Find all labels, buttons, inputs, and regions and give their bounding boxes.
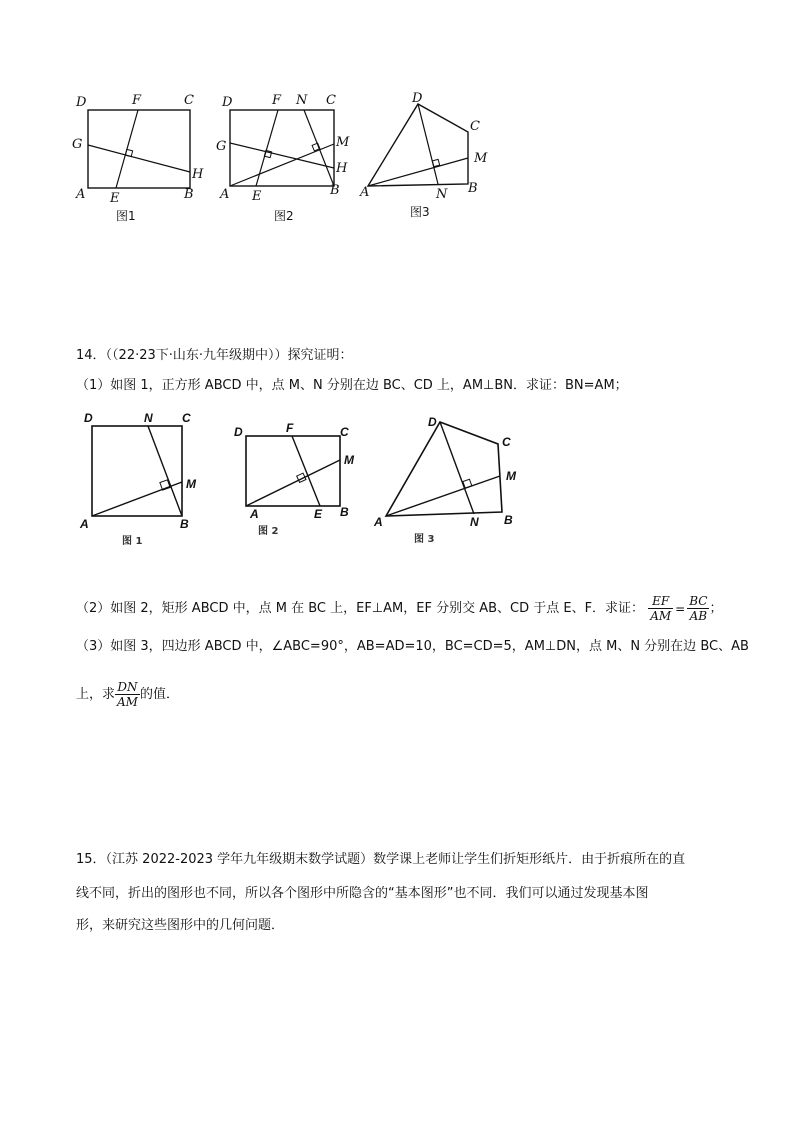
q14-part2 (76, 594, 722, 623)
label-m: M (474, 151, 488, 166)
label-m: M (336, 135, 350, 150)
label-m: M (186, 477, 196, 491)
q14-number: 14． (76, 348, 106, 363)
label-g: G (72, 137, 83, 152)
label-c: C (470, 119, 480, 134)
caption: 图2 (274, 209, 294, 223)
q15-line1 (76, 850, 685, 870)
label-g: G (216, 139, 227, 154)
label-a: A (374, 515, 383, 529)
caption: 图1 (116, 209, 136, 223)
q14-header (76, 346, 353, 366)
label-n: N (470, 515, 479, 529)
label-b: B (180, 517, 189, 531)
label-a: A (80, 517, 89, 531)
label-f: F (132, 93, 142, 108)
q14-part3-line2 (76, 680, 179, 709)
label-b: B (184, 187, 194, 202)
label-f: F (272, 93, 282, 108)
label-d: D (76, 95, 87, 110)
q14-part3-pre: 上，求 (76, 687, 116, 702)
caption: 图 2 (258, 526, 279, 537)
q15-number: 15． (76, 852, 106, 867)
label-b: B (340, 505, 349, 519)
label-h: H (336, 161, 348, 176)
label-b: B (468, 181, 478, 196)
label-n: N (144, 411, 153, 425)
q15-line2: 线不同，折出的图形也不同，所以各个图形中所隐含的“基本图形”也不同．我们可以通过发现基本图 (76, 886, 649, 901)
label-c: C (182, 411, 191, 425)
label-d: D (234, 425, 243, 439)
top-figure-1 (60, 88, 210, 228)
fraction-ef-am: $\frac{EF}{AM}$ (650, 594, 672, 623)
label-c: C (502, 435, 511, 449)
q15-line3: 形，来研究这些图形中的几何问题． (76, 918, 285, 933)
label-d: D (222, 95, 233, 110)
label-d: D (428, 415, 437, 429)
fraction-dn-am: $\frac{DN}{AM}$ (117, 680, 138, 709)
q14-part1: （1）如图 1，正方形 ABCD 中，点 M、N 分别在边 BC、CD 上，AM⊥BN．求证：BN=AM； (76, 378, 628, 393)
top-figure-2 (212, 88, 362, 228)
label-e: E (314, 507, 323, 521)
q14-source: （（22·23下·山东·九年级期中））探究证明： (105, 348, 353, 363)
equals-sign: = (675, 601, 686, 616)
label-d: D (412, 91, 423, 106)
label-e: E (252, 189, 262, 204)
label-a: A (360, 185, 370, 200)
label-a: A (250, 507, 259, 521)
label-b: B (504, 513, 513, 527)
label-n: N (296, 93, 308, 108)
label-m: M (506, 469, 516, 483)
label-m: M (344, 453, 354, 467)
label-e: E (110, 191, 120, 206)
q14-figure-2 (230, 418, 370, 548)
q14-part3-post: 的值． (139, 687, 179, 702)
label-a: A (220, 187, 230, 202)
label-c: C (184, 93, 194, 108)
label-c: C (326, 93, 336, 108)
q14-part2-text: （2）如图 2，矩形 ABCD 中，点 M 在 BC 上，EF⊥AM，EF 分别交 AB、CD 于点 E、F．求证： (76, 601, 645, 616)
fraction-bc-ab: $\frac{BC}{AB}$ (689, 594, 708, 623)
label-h: H (192, 167, 204, 182)
label-d: D (84, 411, 93, 425)
caption: 图 3 (414, 534, 435, 545)
q15-text-1: （江苏 2022-2023 学年九年级期末数学试题）数学课上老师让学生们折矩形纸片．由于折痕所在的直 (105, 852, 686, 867)
caption: 图3 (410, 205, 430, 219)
q14-figure-3 (370, 408, 530, 548)
q14-figure-1 (76, 408, 226, 548)
label-b: B (330, 183, 340, 198)
label-a: A (76, 187, 86, 202)
label-f: F (286, 421, 294, 435)
q14-part3: （3）如图 3，四边形 ABCD 中，∠ABC=90°，AB=AD=10，BC=CD=5，AM⊥DN，点 M、N 分别在边 BC、AB (76, 639, 749, 654)
q14-part2-end: ； (709, 601, 723, 616)
top-figure-3 (356, 88, 506, 228)
label-n: N (436, 187, 448, 202)
label-c: C (340, 425, 349, 439)
caption: 图 1 (122, 536, 143, 547)
